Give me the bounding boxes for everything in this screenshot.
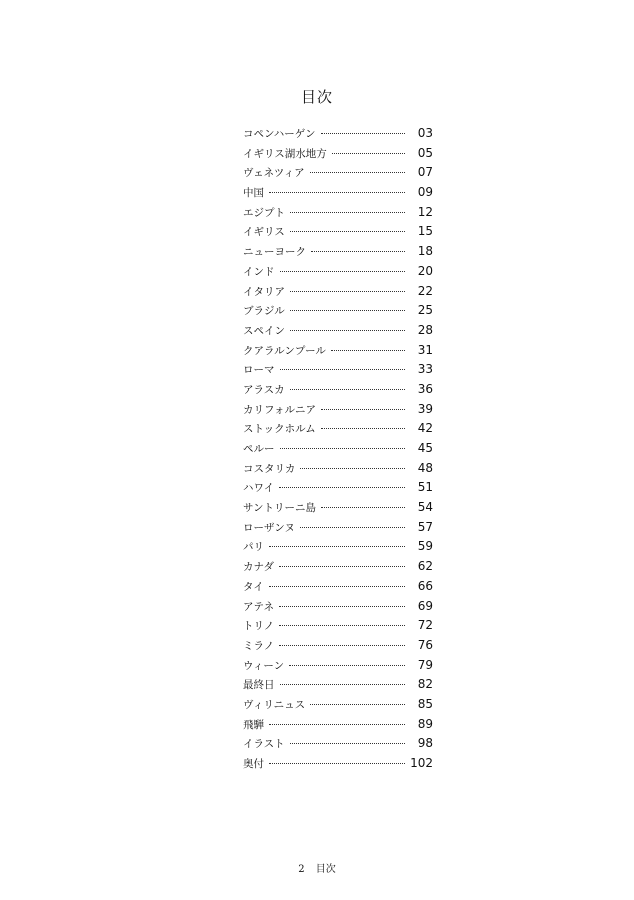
toc-dot-leader: [269, 763, 405, 764]
toc-dot-leader: [290, 389, 405, 390]
toc-dot-leader: [280, 448, 406, 449]
toc-entry[interactable]: [243, 715, 433, 735]
toc-dot-leader: [290, 231, 405, 232]
toc-entry[interactable]: [243, 360, 433, 380]
toc-entry-title: ローザンヌ: [243, 521, 295, 534]
toc-dot-leader: [279, 566, 405, 567]
toc-entry-title: トリノ: [243, 620, 275, 633]
toc-entry-page: 51: [417, 480, 433, 495]
toc-entry[interactable]: [243, 301, 433, 321]
toc-entry-page: 85: [417, 696, 433, 711]
toc-entry[interactable]: [243, 124, 433, 144]
toc-entry[interactable]: [243, 498, 433, 518]
toc-entry-title: カリフォルニア: [243, 403, 316, 416]
toc-entry[interactable]: [243, 675, 433, 695]
toc-entry[interactable]: [243, 203, 433, 223]
toc-dot-leader: [279, 645, 405, 646]
toc-entry-title: ブラジル: [243, 305, 285, 318]
toc-entry-page: 18: [417, 244, 433, 259]
footer-section-title: 目次: [315, 864, 336, 875]
toc-entry-page: 03: [417, 126, 433, 140]
toc-entry[interactable]: [243, 597, 433, 617]
toc-entry-title: サントリーニ島: [243, 502, 316, 515]
toc-entry[interactable]: [243, 478, 433, 498]
toc-entry-title: ハワイ: [243, 482, 275, 495]
toc-entry-page: 102: [410, 756, 433, 770]
toc-entry-title: エジプト: [243, 206, 285, 219]
page-footer: [0, 860, 634, 875]
toc-entry[interactable]: [243, 144, 433, 164]
toc-entry-title: イラスト: [243, 738, 285, 751]
toc-entry[interactable]: [243, 557, 433, 577]
toc-dot-leader: [290, 330, 405, 331]
toc-entry[interactable]: [243, 163, 433, 183]
toc-entry-page: 72: [417, 618, 433, 633]
toc-entry-title: 奥付: [243, 758, 264, 770]
toc-entry-page: 22: [417, 283, 433, 298]
toc-dot-leader: [279, 487, 405, 488]
toc-entry-title: ヴィリニュス: [243, 698, 306, 711]
toc-dot-leader: [280, 369, 406, 370]
toc-dot-leader: [269, 192, 405, 193]
toc-entry-title: クアラルンプール: [243, 344, 326, 357]
toc-entry-page: 31: [417, 342, 433, 357]
toc-entry[interactable]: [243, 459, 433, 479]
toc-entry-title: イギリス: [243, 226, 285, 239]
toc-dot-leader: [300, 468, 405, 469]
toc-entry-title: スペイン: [243, 324, 285, 337]
toc-entry[interactable]: [243, 754, 433, 774]
toc-dot-leader: [280, 271, 406, 272]
toc-entry[interactable]: [243, 616, 433, 636]
toc-entry-page: 82: [417, 677, 433, 692]
toc-dot-leader: [321, 409, 405, 410]
toc-entry-page: 25: [417, 303, 433, 318]
toc-entry-page: 07: [417, 165, 433, 180]
toc-dot-leader: [279, 625, 405, 626]
toc-entry[interactable]: [243, 262, 433, 282]
toc-entry-title: ニューヨーク: [243, 246, 306, 259]
toc-dot-leader: [290, 310, 405, 311]
table-of-contents: [243, 124, 433, 774]
toc-entry[interactable]: [243, 537, 433, 557]
toc-entry-title: コスタリカ: [243, 462, 296, 475]
toc-entry-title: アラスカ: [243, 383, 285, 396]
toc-dot-leader: [269, 546, 405, 547]
toc-entry[interactable]: [243, 518, 433, 538]
toc-entry[interactable]: [243, 577, 433, 597]
toc-dot-leader: [331, 350, 405, 351]
footer-page-number: 2: [298, 864, 305, 875]
toc-entry[interactable]: [243, 222, 433, 242]
toc-entry-title: コペンハーゲン: [243, 128, 316, 140]
toc-dot-leader: [332, 153, 405, 154]
toc-entry-page: 36: [417, 381, 433, 396]
toc-dot-leader: [310, 704, 405, 705]
toc-entry-title: パリ: [243, 541, 264, 554]
toc-entry-page: 59: [417, 539, 433, 554]
toc-entry-page: 20: [417, 263, 433, 278]
toc-entry-title: イタリア: [243, 285, 285, 298]
toc-entry-page: 12: [417, 204, 433, 219]
toc-entry-page: 62: [417, 559, 433, 574]
toc-entry[interactable]: [243, 636, 433, 656]
toc-entry-page: 48: [417, 460, 433, 475]
toc-entry-title: 中国: [243, 187, 264, 200]
toc-dot-leader: [279, 606, 405, 607]
toc-entry[interactable]: [243, 380, 433, 400]
toc-entry[interactable]: [243, 242, 433, 262]
toc-entry-page: 98: [417, 736, 433, 751]
toc-entry-title: 飛騨: [243, 718, 264, 731]
page-title: 目次: [300, 88, 333, 106]
toc-entry[interactable]: [243, 341, 433, 361]
toc-entry-title: カナダ: [243, 561, 274, 574]
toc-dot-leader: [311, 251, 405, 252]
toc-entry-page: 28: [417, 322, 433, 337]
toc-entry-title: ウィーン: [243, 659, 285, 672]
toc-entry[interactable]: [243, 439, 433, 459]
toc-entry-title: イギリス湖水地方: [243, 147, 327, 160]
toc-dot-leader: [321, 428, 405, 429]
toc-entry-page: 66: [417, 578, 433, 593]
toc-entry-title: ペルー: [243, 443, 275, 455]
toc-dot-leader: [290, 212, 405, 213]
toc-entry-page: 89: [417, 716, 433, 731]
toc-entry-page: 45: [417, 441, 433, 455]
toc-dot-leader: [289, 665, 405, 666]
toc-entry-page: 15: [417, 224, 433, 239]
toc-entry-title: ミラノ: [243, 639, 275, 652]
toc-entry[interactable]: [243, 419, 433, 439]
toc-entry-title: アテネ: [243, 600, 275, 613]
toc-entry[interactable]: [243, 183, 433, 203]
toc-dot-leader: [269, 724, 405, 725]
toc-entry-page: 09: [417, 185, 433, 200]
toc-entry[interactable]: [243, 400, 433, 420]
toc-entry-page: 76: [417, 637, 433, 652]
toc-entry[interactable]: [243, 695, 433, 715]
toc-dot-leader: [300, 527, 405, 528]
toc-entry[interactable]: [243, 656, 433, 676]
toc-entry[interactable]: [243, 321, 433, 341]
toc-dot-leader: [321, 133, 405, 134]
toc-dot-leader: [290, 743, 405, 744]
toc-entry-title: ヴェネツィア: [243, 167, 305, 180]
toc-entry[interactable]: [243, 734, 433, 754]
toc-entry-title: タイ: [243, 580, 264, 593]
toc-entry-title: ローマ: [243, 364, 275, 377]
toc-entry-page: 54: [417, 500, 433, 515]
toc-dot-leader: [290, 291, 405, 292]
toc-dot-leader: [310, 172, 405, 173]
toc-entry-title: インド: [243, 265, 275, 278]
toc-dot-leader: [280, 684, 406, 685]
toc-entry[interactable]: [243, 282, 433, 302]
toc-dot-leader: [269, 586, 405, 587]
toc-entry-page: 05: [417, 145, 433, 160]
toc-entry-page: 33: [417, 362, 433, 377]
toc-entry-page: 79: [417, 657, 433, 672]
toc-entry-page: 42: [417, 421, 433, 436]
toc-entry-page: 39: [417, 401, 433, 416]
toc-entry-page: 57: [417, 519, 433, 534]
toc-dot-leader: [321, 507, 405, 508]
toc-entry-page: 69: [417, 598, 433, 613]
toc-entry-title: ストックホルム: [243, 423, 316, 436]
toc-entry-title: 最終日: [243, 679, 275, 692]
